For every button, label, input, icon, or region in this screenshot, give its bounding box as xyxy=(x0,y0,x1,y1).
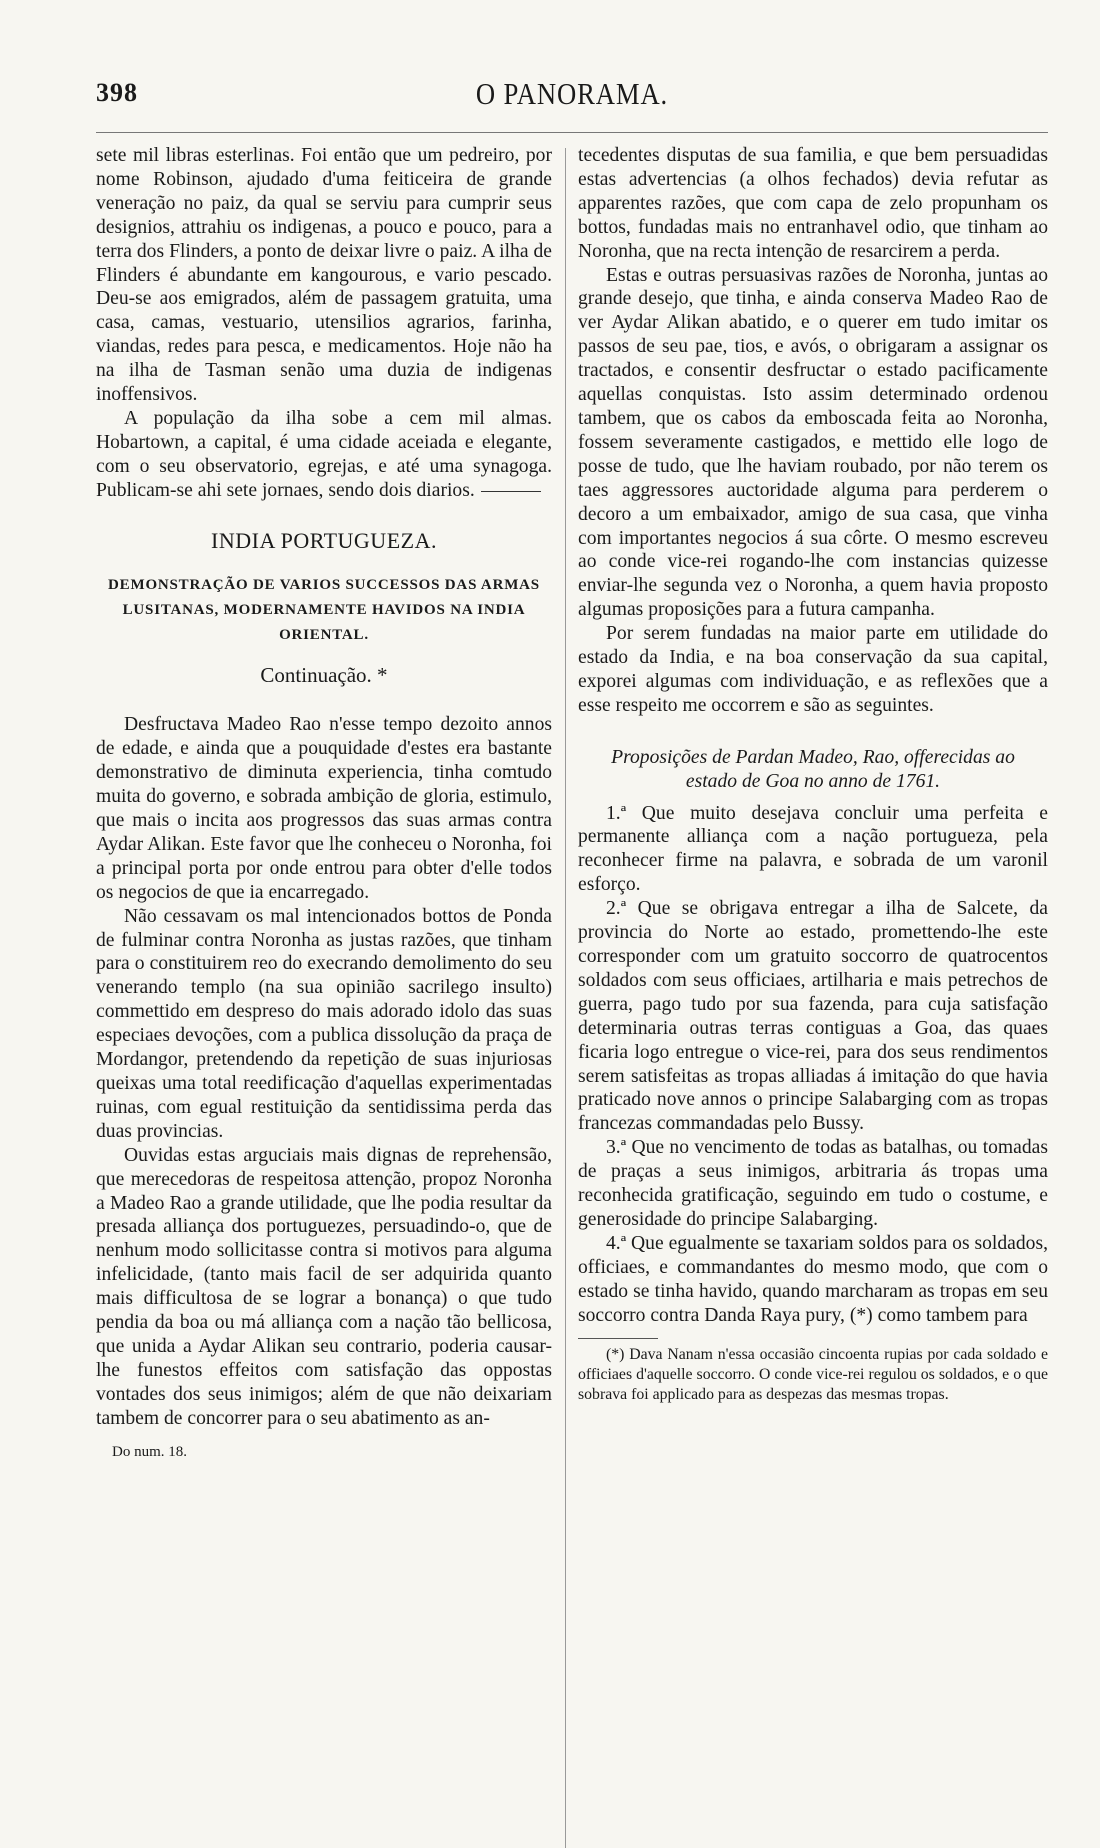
paragraph: Ouvidas estas arguciais mais dignas de reprehensão, que merecedoras de respeitosa attenção, propoz Noronha a Madeo Rao a grande utilidade, que lhe podia resultar da presada alliança dos portuguezes, persuadindo-o, que de nenhum modo sollicitasse contra si motivos para alguma infelicidade, (tanto mais facil de ser adquirida quanto mais difficultosa de se lograr a bonança) o que tudo pendia da boa ou má alliança com a nação tão bellicosa, que unida a Aydar Alikan seu contrario, poderia causar-lhe funestos effeitos com satisfação das oppostas vontades dos seus inimigos; além de que não deixariam tambem de concorrer para o seu abatimento as an- xyxy=(96,1144,552,1429)
proposition-3: 3.ª Que no vencimento de todas as batalhas, ou tomadas de praças a seus inimigos, arbitraria ás tropas uma reconhecida gratificação, seguindo em tudo o costume, e generosidade do principe Salabarging. xyxy=(578,1137,1048,1230)
left-column xyxy=(96,144,552,1465)
issue-signature: Do num. 18. xyxy=(112,1443,187,1460)
paragraph xyxy=(96,407,552,503)
proposition-2: 2.ª Que se obrigava entregar a ilha de Salcete, da provincia do Norte ao estado, promettendo-lhe este corresponder com um gratuito soccorro de quatrocentos soldados com seus officiaes, artilharia e mais petrechos de guerra, pago tudo por sua fazenda, para cuja satisfação determinaria outras terras contiguas a Goa, das quaes ficaria logo entregue o vice-rei, para dos seus rendimentos serem satisfeitas as tropas alliadas á imitação do que havia praticado nove annos o principe Salabarging com as tropas francezas commandadas pelo Bussy. xyxy=(578,898,1048,1135)
paragraph-text: A população da ilha sobe a cem mil almas. Hobartown, a capital, é uma cidade aceiada e elegante, com o seu observatorio, egrejas, e até uma synagoga. Publicam-se ahi sete jornaes, sendo dois diarios. xyxy=(96,407,552,501)
end-rule xyxy=(481,491,541,492)
propositions-title: Proposições de Pardan Madeo, Rao, offerecidas ao estado de Goa no anno de 1761. xyxy=(611,746,1015,792)
paragraph: sete mil libras esterlinas. Foi então que um pedreiro, por nome Robinson, ajudado d'uma feiticeira de grande veneração no paiz, da qual se serviu para cumprir seus designios, attrahiu os indigenas, a pouco e pouco, para a terra dos Flinders, a ponto de deixar livre o paiz. A ilha de Flinders é abundante em kangourous, e vario pescado. Deu-se aos emigrados, além de passagem gratuita, uma casa, camas, vestuario, utensilios agrarios, farinha, viandas, redes para pesca, e medicamentos. Hoje não ha na ilha de Tasman senão uma duzia de indigenas inoffensivos. xyxy=(96,145,552,406)
page-number: 398 xyxy=(96,78,138,107)
proposition-1: 1.ª Que muito desejava concluir uma perfeita e permanente alliança com a nação portugueza, pela reconhecer firme na palavra, e sobrada de um varonil esforço. xyxy=(578,802,1048,896)
section-title: INDIA PORTUGUEZA. xyxy=(211,527,437,553)
section-subheading: DEMONSTRAÇÃO DE VARIOS SUCCESSOS DAS ARMAS LUSITANAS, MODERNAMENTE HAVIDOS NA INDIA ORIENTAL. xyxy=(108,576,540,643)
continuation-label: Continuação. * xyxy=(260,662,388,687)
proposition-4: 4.ª Que egualmente se taxariam soldos para os soldados, officiaes, e commandantes do mesmo modo, que com o estado se tinha havido, quando marcharam as tropas em seu soccorro contra Danda Raya pury, (*) como tambem para xyxy=(578,1232,1048,1326)
page-header xyxy=(96,70,1048,120)
paragraph: tecedentes disputas de sua familia, e que bem persuadidas estas advertencias (a olhos fechados) devia refutar as apparentes razões, que com capa de zelo propunham os bottos, fundadas mais no entranhavel odio, que tinham ao Noronha, que na recta intenção de resarcirem a perda. xyxy=(578,145,1048,262)
footnote-rule xyxy=(578,1338,658,1339)
paragraph: Desfructava Madeo Rao n'esse tempo dezoito annos de edade, e ainda que a pouquidade d'estes era bastante demonstrativo de diminuta experiencia, tinha comtudo muita do governo, e sobrada ambição de gloria, estimulo, que mais o incita aos progressos das suas armas contra Aydar Alikan. Este favor que lhe conheceu o Noronha, foi a principal porta por onde entrou para obter d'elle todos os negocios de que ia encarregado. xyxy=(96,714,552,903)
paragraph: Estas e outras persuasivas razões de Noronha, juntas ao grande desejo, que tinha, e ainda conserva Madeo Rao de ver Aydar Alikan abatido, e o querer em tudo imitar os passos de seu pae, tios, e avós, o obrigaram a assignar os tractados, e consentir desfructar o estado pacificamente aquellas conquistas. Isto assim determinado ordenou tambem, que os cabos da emboscada feita ao Noronha, fossem severamente castigados, e mettido elle logo de posse de tudo, que lhe haviam roubado, por não terem os taes aggressores auctoridade alguma para perderem o decoro a um embaixador, amigo de sua casa, que vinha com importantes negocios á sua côrte. O mesmo escreveu ao conde vice-rei rogando-lhe com instancias quizesse enviar-lhe segunda vez o Noronha, a quem havia proposto algumas proposições para a futura campanha. xyxy=(578,264,1048,621)
publication-title: O PANORAMA. xyxy=(475,76,669,111)
paragraph: Por serem fundadas na maior parte em utilidade do estado da India, e na boa conservação da sua capital, exporei algumas com individuação, e as reflexões que a esse respeito me occorrem e são as seguintes. xyxy=(578,623,1048,716)
footnote: (*) Dava Nanam n'essa occasião cincoenta rupias por cada soldado e officiaes d'aquelle soccorro. O conde vice-rei regulou os soldados, e o que sobrava foi applicado para as despezas das mesmas tropas. xyxy=(578,1345,1048,1403)
paragraph: Não cessavam os mal intencionados bottos de Ponda de fulminar contra Noronha as justas razões, que tinham para o constituirem reo do execrando demolimento do seu venerando templo (na sua opinião sacrilego insulto) commettido em despreso do mais adorado idolo das suas especiaes devoções, com a publica dissolução da praça de Mordangor, pretendendo da repetição de suas injuriosas queixas uma total reedificação d'aquellas experimentadas ruinas, com egual restituição da sentidissima perda das duas provincias. xyxy=(96,905,552,1142)
right-column xyxy=(578,144,1048,1405)
column-divider xyxy=(565,148,566,1848)
header-rule xyxy=(96,132,1048,133)
